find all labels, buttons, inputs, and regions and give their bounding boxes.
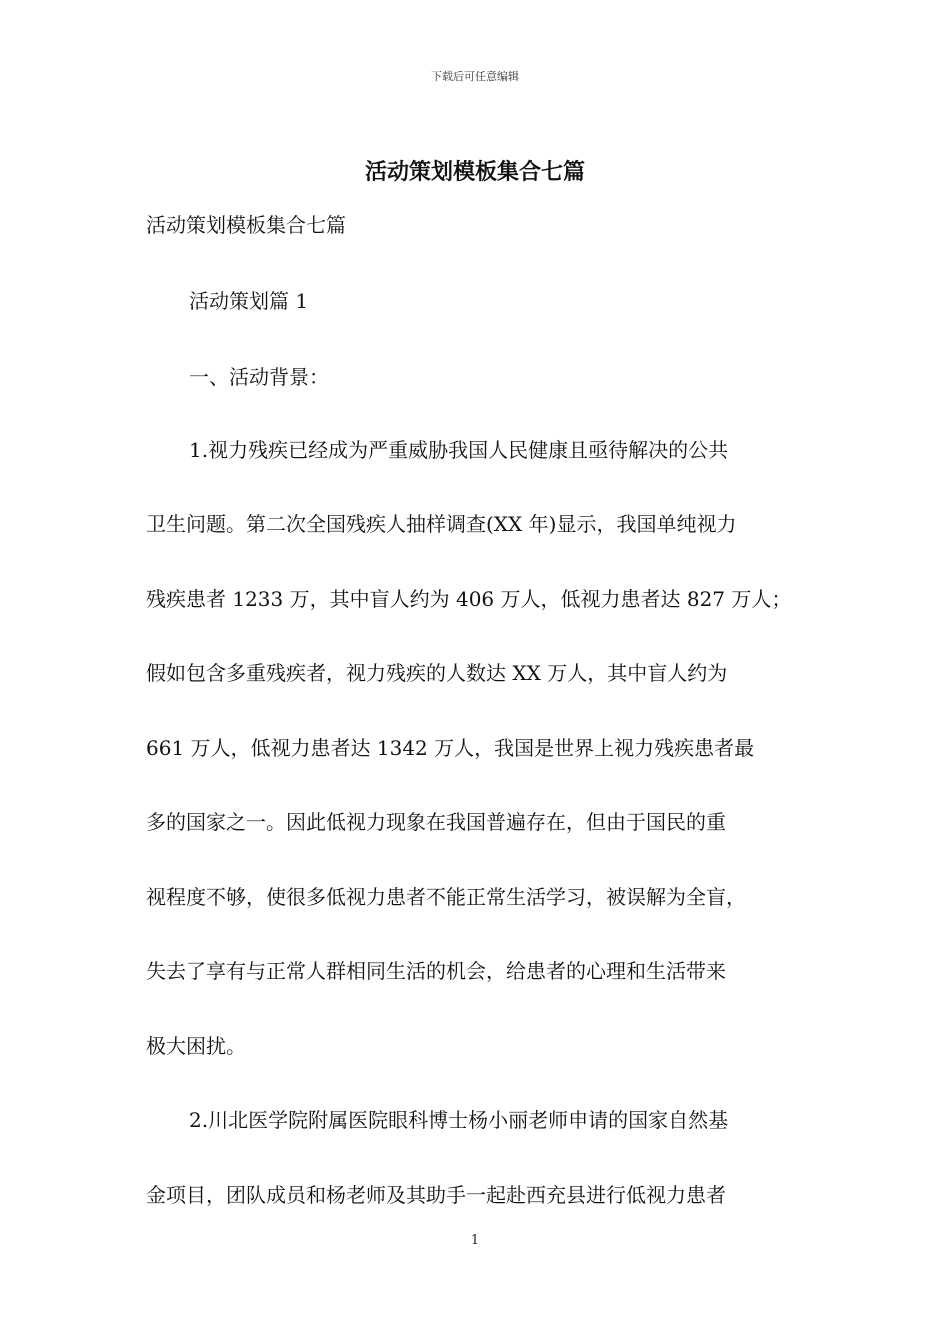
subtitle-line: 活动策划模板集合七篇 [146,213,346,237]
paragraph-line: 残疾患者 1233 万，其中盲人约为 406 万人，低视力患者达 827 万人； [146,587,792,611]
page-number: 1 [470,1233,480,1248]
section-heading: 活动策划篇 1 [189,289,309,313]
header-note: 下载后可任意编辑 [431,70,519,83]
paragraph-line: 2.川北医学院附属医院眼科博士杨小丽老师申请的国家自然基 [189,1108,729,1132]
subsection-heading: 一、活动背景： [189,365,329,389]
paragraph-line: 661 万人，低视力患者达 1342 万人，我国是世界上视力残疾患者最 [146,736,755,760]
paragraph-line: 假如包含多重残疾者，视力残疾的人数达 XX 万人，其中盲人约为 [146,661,728,685]
paragraph-line: 金项目，团队成员和杨老师及其助手一起赴西充县进行低视力患者 [146,1183,726,1207]
document-title: 活动策划模板集合七篇 [364,159,585,185]
paragraph-line: 视程度不够，使很多低视力患者不能正常生活学习，被误解为全盲， [146,885,746,909]
paragraph-line: 1.视力残疾已经成为严重威胁我国人民健康且亟待解决的公共 [189,438,729,462]
paragraph-line: 卫生问题。第二次全国残疾人抽样调查(XX 年)显示，我国单纯视力 [146,512,737,536]
paragraph-line: 极大困扰。 [146,1034,246,1058]
paragraph-line: 多的国家之一。因此低视力现象在我国普遍存在，但由于国民的重 [146,810,726,834]
paragraph-line: 失去了享有与正常人群相同生活的机会，给患者的心理和生活带来 [146,959,726,983]
